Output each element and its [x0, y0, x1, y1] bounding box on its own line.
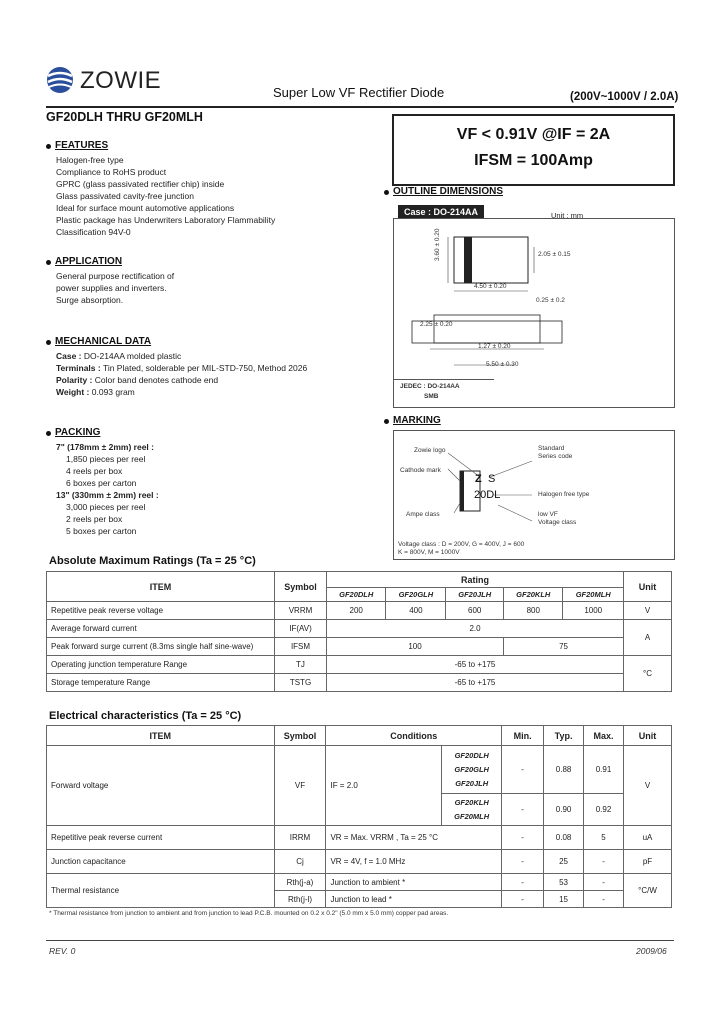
cell: 5 [584, 826, 624, 850]
cell: 0.91 [584, 746, 624, 794]
cell [442, 794, 502, 826]
part-header: GF20KLH [504, 588, 563, 602]
logo-text: ZOWIE [80, 67, 162, 94]
dim-lead: 0.25 ± 0.2 [536, 297, 565, 304]
list-item: Weight : 0.093 gram [56, 387, 135, 397]
cell: 53 [544, 874, 584, 891]
application-list [56, 270, 376, 306]
ifsm-highlight: IFSM = 100Amp [474, 152, 593, 169]
table-row [47, 638, 672, 656]
marking-heading: MARKING [393, 415, 441, 426]
cell: IFSM [275, 638, 327, 656]
part-label: GF20JLH [455, 778, 489, 788]
reel-7-label: 7" (178mm ± 2mm) reel : [56, 442, 154, 452]
features-bullet [46, 144, 51, 149]
chip-s: S [488, 473, 496, 485]
list-item: Glass passivated cavity-free junction [56, 191, 194, 201]
header-rule [46, 106, 674, 108]
cell: Thermal resistance [47, 874, 275, 908]
jedec-code: SMB [424, 393, 439, 400]
cell: V [624, 602, 672, 620]
cell: 1000 [563, 602, 624, 620]
cell: - [502, 850, 544, 874]
list-item: Classification 94V-0 [56, 227, 131, 237]
voltage-note: K = 800V, M = 1000V [398, 549, 460, 556]
marking-label: low VF [538, 511, 558, 518]
cell: Storage temperature Range [47, 674, 275, 692]
unit-label: Unit : mm [551, 211, 584, 220]
cell: - [502, 746, 544, 794]
marking-label: Voltage class [538, 519, 577, 526]
table-row [47, 826, 672, 850]
part-header: GF20JLH [446, 588, 504, 602]
case-label: Case : DO-214AA [398, 205, 484, 219]
highlights-box [392, 114, 675, 186]
list-item: Surge absorption. [56, 295, 124, 305]
cell: TJ [275, 656, 327, 674]
voltage-note: Voltage class : D = 200V, G = 400V, J = 600 [398, 541, 525, 548]
outline-frame [393, 218, 675, 408]
cell: - [502, 891, 544, 908]
col-header: Symbol [275, 572, 327, 602]
list-item: Case : DO-214AA molded plastic [56, 351, 182, 361]
marking-label: Standard [538, 445, 565, 452]
mechanical-bullet [46, 340, 51, 345]
cell: 75 [504, 638, 624, 656]
col-header: Conditions [326, 726, 502, 746]
cell: VF [274, 746, 326, 826]
dim-height: 3.60 ± 0.20 [434, 228, 441, 261]
application-heading: APPLICATION [55, 256, 123, 267]
application-bullet [46, 260, 51, 265]
features-list [56, 154, 386, 238]
cell: VRRM [275, 602, 327, 620]
dim-band: 2.05 ± 0.15 [538, 251, 571, 258]
table-row [47, 850, 672, 874]
cell: -65 to +175 [327, 656, 624, 674]
table-row [47, 656, 672, 674]
outline-bullet [384, 190, 389, 195]
packing-heading: PACKING [55, 427, 101, 438]
marking-bullet [384, 419, 389, 424]
cell: uA [624, 826, 672, 850]
list-item: 5 boxes per carton [66, 526, 137, 536]
chip-z: Z [475, 473, 482, 485]
cell: Average forward current [47, 620, 275, 638]
marking-label: Zowie logo [414, 447, 446, 454]
list-item: Polarity : Color band denotes cathode end [56, 375, 219, 385]
part-label: GF20GLH [454, 764, 489, 774]
part-header: GF20MLH [563, 588, 624, 602]
jedec-rule [394, 379, 494, 380]
col-header: Symbol [274, 726, 326, 746]
table-row [47, 674, 672, 692]
cell: TSTG [275, 674, 327, 692]
dim-length: 4.50 ± 0.20 [474, 283, 507, 290]
cell: IRRM [274, 826, 326, 850]
col-header: Min. [502, 726, 544, 746]
cell: -65 to +175 [327, 674, 624, 692]
date: 2009/06 [636, 946, 667, 956]
cell: 200 [327, 602, 386, 620]
cell: - [502, 874, 544, 891]
dim-overall: 5.50 ± 0.30 [486, 361, 519, 368]
jedec-label: JEDEC : DO-214AA [400, 383, 460, 390]
list-item: Ideal for surface mount automotive applications [56, 203, 235, 213]
list-item: 1,850 pieces per reel [66, 454, 146, 464]
part-label: GF20MLH [454, 811, 490, 821]
revision: REV. 0 [49, 946, 76, 956]
cell: Rth(j-l) [274, 891, 326, 908]
cell: 15 [544, 891, 584, 908]
cell: 0.08 [544, 826, 584, 850]
marking-label: Cathode mark [400, 467, 441, 474]
list-item: GPRC (glass passivated rectifier chip) inside [56, 179, 225, 189]
dim-pad: 1.27 ± 0.20 [478, 343, 511, 350]
list-item: Compliance to RoHS product [56, 167, 167, 177]
cell: Rth(j-a) [274, 874, 326, 891]
mechanical-heading: MECHANICAL DATA [55, 336, 152, 347]
list-item: 6 boxes per carton [66, 478, 137, 488]
elec-title: Electrical characteristics (Ta = 25 °C) [49, 710, 242, 722]
list-item: Plastic package has Underwriters Laboratory Flammability [56, 215, 276, 225]
dim-body: 2.25 ± 0.20 [420, 321, 453, 328]
cell: pF [624, 850, 672, 874]
cell: V [624, 746, 672, 826]
part-title: GF20DLH THRU GF20MLH [46, 110, 203, 124]
part-label: GF20DLH [454, 750, 489, 760]
cell: Repetitive peak reverse current [47, 826, 275, 850]
list-item: 2 reels per box [66, 514, 123, 524]
col-header: Rating [327, 572, 624, 588]
marking-label: Halogen free type [538, 491, 590, 498]
mechanical-list [56, 350, 386, 398]
col-header: Max. [584, 726, 624, 746]
table-row [47, 746, 672, 794]
marking-frame [393, 430, 675, 560]
cell: 25 [544, 850, 584, 874]
list-item: Terminals : Tin Plated, solderable per MIL-STD-750, Method 2026 [56, 363, 308, 373]
cell: 0.92 [584, 794, 624, 826]
zowie-logo-icon [46, 66, 74, 94]
cell [442, 746, 502, 794]
part-label: GF20KLH [454, 797, 489, 807]
cell: - [584, 874, 624, 891]
cell: - [584, 850, 624, 874]
cell: Cj [274, 850, 326, 874]
vf-highlight: VF < 0.91V @IF = 2A [456, 126, 611, 143]
part-header: GF20GLH [386, 588, 446, 602]
col-header: Unit [624, 572, 672, 602]
table-row [47, 620, 672, 638]
list-item: 4 reels per box [66, 466, 123, 476]
cell: °C/W [624, 874, 672, 908]
outline-heading: OUTLINE DIMENSIONS [393, 186, 504, 197]
cell: VR = 4V, f = 1.0 MHz [326, 850, 502, 874]
cell: Junction capacitance [47, 850, 275, 874]
chip-code: 20DL [474, 489, 501, 501]
reel-13-label: 13" (330mm ± 2mm) reel : [56, 490, 159, 500]
cell: 800 [504, 602, 563, 620]
packing-bullet [46, 431, 51, 436]
cell: IF = 2.0 [326, 746, 442, 826]
cell: 600 [446, 602, 504, 620]
cell: 0.88 [544, 746, 584, 794]
cell: Repetitive peak reverse voltage [47, 602, 275, 620]
col-header: Unit [624, 726, 672, 746]
marking-label: Ampe class [406, 511, 440, 518]
cell: IF(AV) [275, 620, 327, 638]
part-header: GF20DLH [327, 588, 386, 602]
thermal-note: * Thermal resistance from junction to ambient and from junction to lead P.C.B. mounted on 0.2 x 0.2" (5.0 mm x 5.0 mm) copper pad areas. [49, 910, 449, 917]
list-item: 3,000 pieces per reel [66, 502, 146, 512]
cell: 0.90 [544, 794, 584, 826]
cell: °C [624, 656, 672, 692]
footer-rule [46, 940, 674, 941]
elec-table [46, 725, 672, 908]
cell: Operating junction temperature Range [47, 656, 275, 674]
cell: - [502, 826, 544, 850]
cell: Junction to ambient * [326, 874, 502, 891]
packing-list [56, 441, 376, 537]
table-row [47, 874, 672, 891]
features-heading: FEATURES [55, 140, 109, 151]
voltage-current-range: (200V~1000V / 2.0A) [570, 91, 679, 103]
cell: A [624, 620, 672, 656]
document-title: Super Low VF Rectifier Diode [273, 85, 445, 100]
cell: VR = Max. VRRM , Ta = 25 °C [326, 826, 502, 850]
cell: Forward voltage [47, 746, 275, 826]
cell: 100 [327, 638, 504, 656]
col-header: ITEM [47, 572, 275, 602]
abs-max-table [46, 571, 672, 692]
cell: 2.0 [327, 620, 624, 638]
abs-max-title: Absolute Maximum Ratings (Ta = 25 °C) [49, 555, 256, 567]
col-header: Typ. [544, 726, 584, 746]
cell: - [502, 794, 544, 826]
cell: Junction to lead * [326, 891, 502, 908]
cell: 400 [386, 602, 446, 620]
logo [46, 66, 74, 94]
list-item: Halogen-free type [56, 155, 124, 165]
cell: - [584, 891, 624, 908]
list-item: General purpose rectification of [56, 271, 175, 281]
col-header: ITEM [47, 726, 275, 746]
table-row [47, 602, 672, 620]
list-item: power supplies and inverters. [56, 283, 167, 293]
marking-label: Series code [538, 453, 573, 460]
cell: Peak forward surge current (8.3ms single half sine-wave) [47, 638, 275, 656]
